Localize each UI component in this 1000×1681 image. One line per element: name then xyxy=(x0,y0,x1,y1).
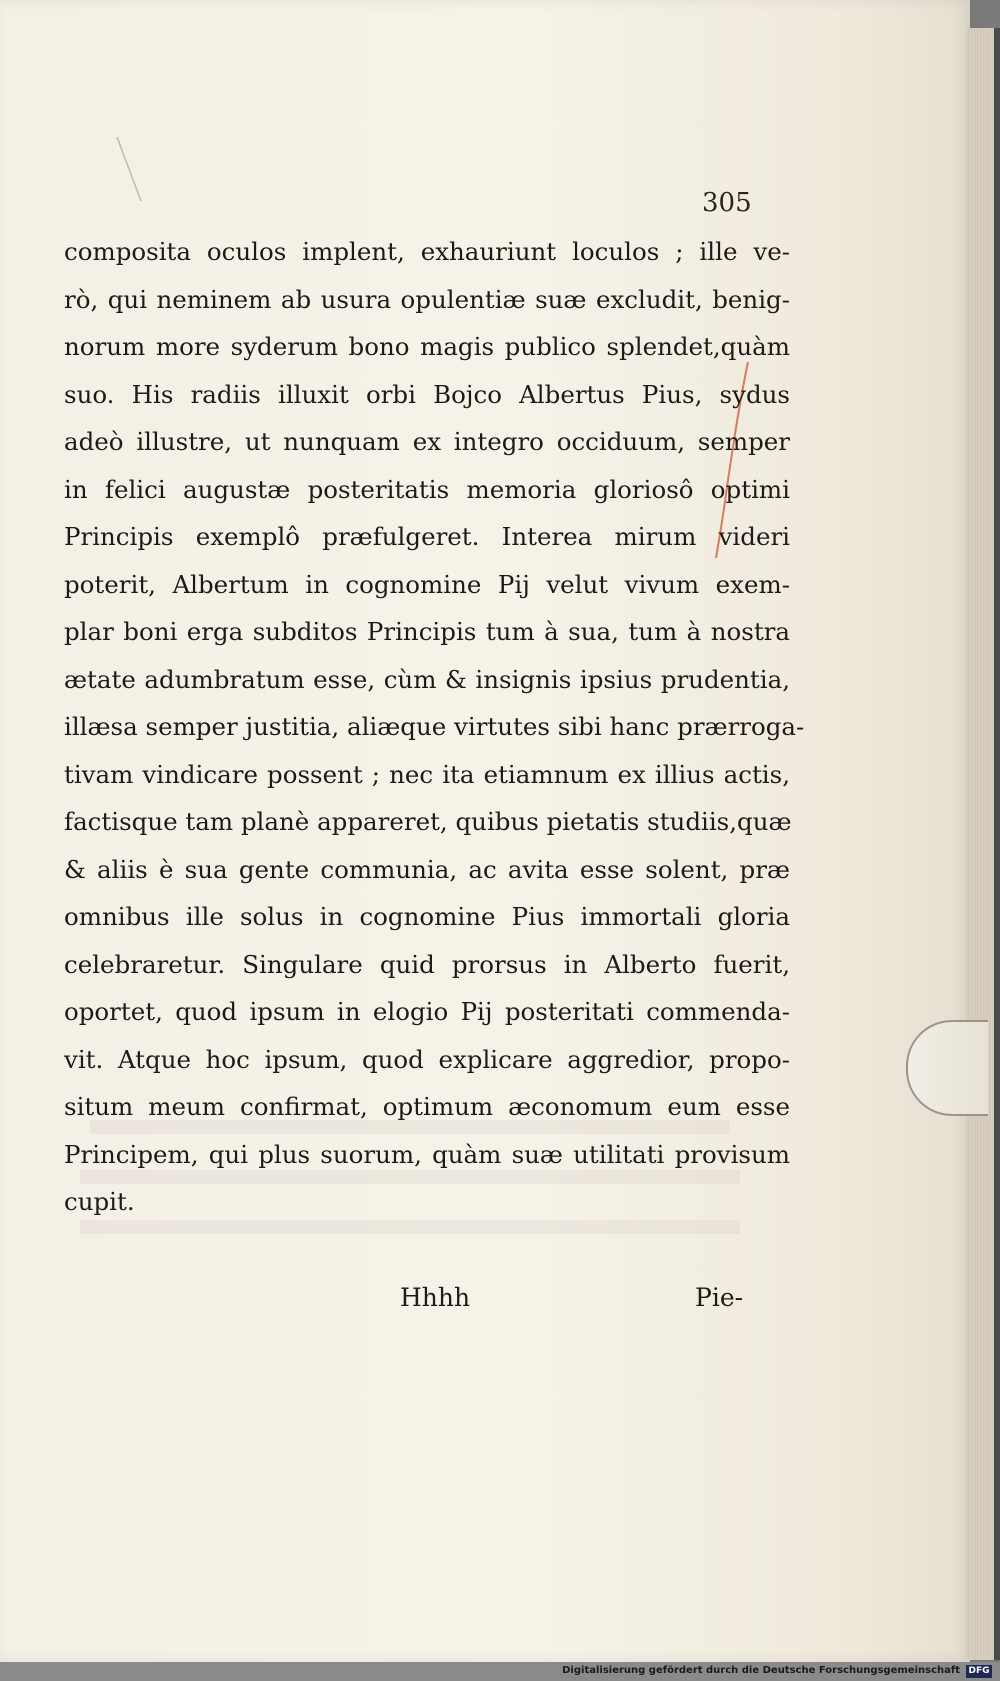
text-line: & aliis è sua gente communia, ac avita esse solent, præ xyxy=(64,854,790,884)
text-line: tivam vindicare possent ; nec ita etiamnum ex illius actis, xyxy=(64,759,790,789)
text-line: norum more syderum bono magis publico splendet,quàm xyxy=(64,332,790,361)
text-line: situm meum confirmat, optimum æconomum eum esse xyxy=(64,1092,790,1121)
text-line: in felici augustæ posteritatis memoria gloriosô optimi xyxy=(64,474,790,504)
body-text xyxy=(64,228,805,1226)
text-line: rò, qui neminem ab usura opulentiæ suæ excludit, benig- xyxy=(64,284,790,314)
text-line: celebraretur. Singulare quid prorsus in Alberto fuerit, xyxy=(64,949,790,979)
text-line: adeò illustre, ut nunquam ex integro occiduum, semper xyxy=(64,427,790,456)
text-line: cupit. xyxy=(64,1187,135,1216)
dfg-logo: DFG xyxy=(966,1665,992,1678)
text-line: composita oculos implent, exhauriunt loculos ; ille ve- xyxy=(64,237,790,266)
page-edge-shadow xyxy=(994,28,1000,1660)
text-line: oportet, quod ipsum in elogio Pij posteritati commenda- xyxy=(64,997,790,1026)
digitization-credit: Digitalisierung gefördert durch die Deutsche Forschungsgemeinschaft xyxy=(562,1665,960,1676)
page-number: 305 xyxy=(702,188,752,218)
text-line: Principem, qui plus suorum, quàm suæ utilitati provisum xyxy=(64,1139,790,1169)
text-line: ætate adumbratum esse, cùm & insignis ipsius prudentia, xyxy=(64,664,790,694)
catchword: Pie- xyxy=(695,1283,744,1312)
text-line: Principis exemplô præfulgeret. Interea mirum videri xyxy=(64,522,790,551)
text-line: illæsa semper justitia, aliæque virtutes sibi hanc prærroga- xyxy=(64,712,805,741)
text-line: plar boni erga subditos Principis tum à sua, tum à nostra xyxy=(64,617,790,646)
text-line: poterit, Albertum in cognomine Pij velut vivum exem- xyxy=(64,569,790,599)
text-line: vit. Atque hoc ipsum, quod explicare aggredior, propo- xyxy=(64,1044,790,1074)
text-line: suo. His radiis illuxit orbi Bojco Albertus Pius, sydus xyxy=(64,379,790,409)
text-line: factisque tam planè appareret, quibus pietatis studiis,quæ xyxy=(64,807,792,836)
crease-mark xyxy=(115,135,145,205)
text-line: omnibus ille solus in cognomine Pius immortali gloria xyxy=(64,902,790,931)
page-clip-icon xyxy=(906,1020,988,1116)
signature-mark: Hhhh xyxy=(400,1283,471,1312)
